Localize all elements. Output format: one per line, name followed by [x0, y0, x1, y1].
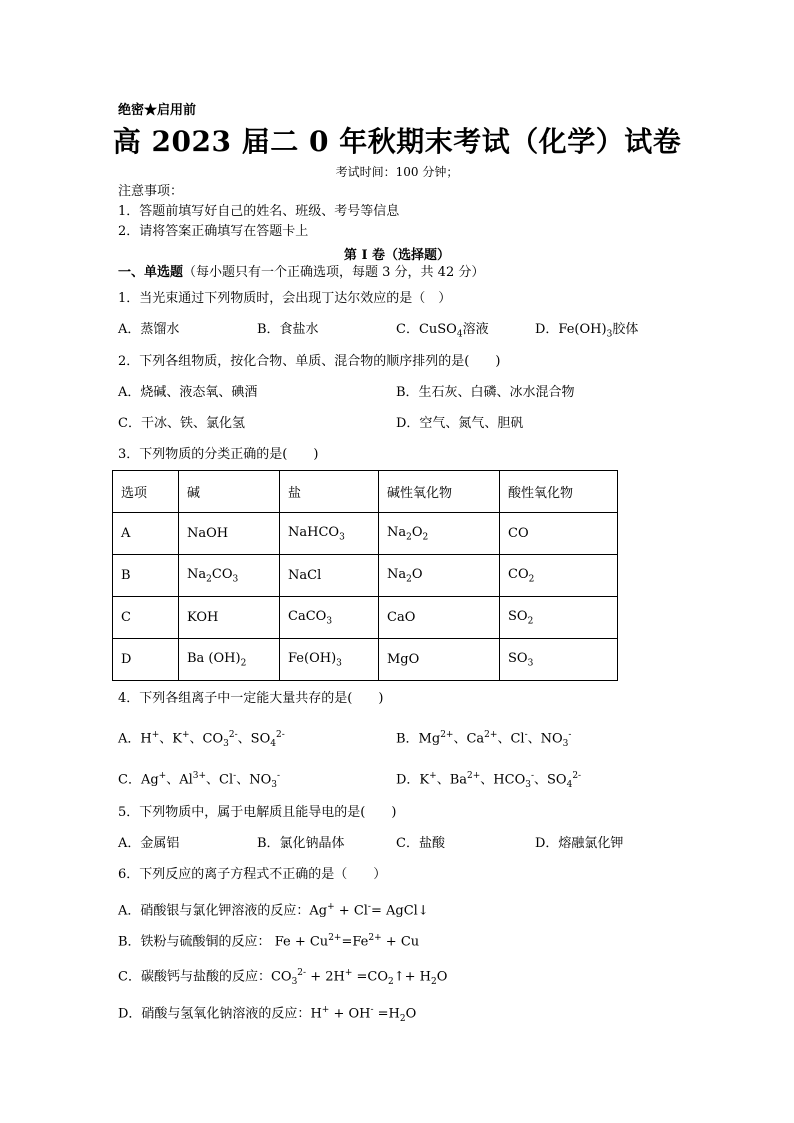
table-row [113, 513, 618, 555]
table-cell: B [113, 555, 179, 597]
table-cell: D [113, 639, 179, 681]
notice-item-2: 2．请将答案正确填写在答题卡上 [118, 224, 309, 239]
table-header-cell: 碱 [179, 471, 280, 513]
table-cell: Ba $(OH)_2$ [179, 639, 280, 681]
table-header-cell: 盐 [280, 471, 379, 513]
table-cell: $SO_3$ [500, 639, 618, 681]
q6-option-b: B．铁粉与硫酸铜的反应： $Fe + Cu^{2+}=Fe^{2+} + Cu$ [118, 933, 420, 950]
table-cell: $SO_2$ [500, 597, 618, 639]
q1-option-b: B．食盐水 [257, 322, 319, 337]
table-cell: KOH [179, 597, 280, 639]
question-4-stem: 4．下列各组离子中一定能大量共存的是( ) [118, 691, 384, 706]
q2-option-c: C．干冰、铁、氯化氢 [118, 416, 245, 431]
q5-option-c: C．盐酸 [396, 836, 445, 851]
table-cell: A [113, 513, 179, 555]
q4-option-b: B．$Mg^{2+}$、$Ca^{2+}$、Cl-、$NO_3^-$ [396, 730, 572, 749]
table-cell: MgO [379, 639, 500, 681]
table-row [113, 555, 618, 597]
section-desc: （每小题只有一个正确选项，每题 3 分，共 42 分） [183, 265, 485, 280]
notice-item-1: 1．答题前填写好自己的姓名、班级、考号等信息 [118, 204, 400, 219]
q5-option-b: B．氯化钠晶体 [257, 836, 345, 851]
table-cell: $Fe(OH)_3$ [280, 639, 379, 681]
part-title: 第 I 卷（选择题） [343, 248, 451, 263]
q2-option-a: A．烧碱、液态氧、碘酒 [118, 385, 258, 400]
table-header-cell: 碱性氧化物 [379, 471, 500, 513]
table-cell: CaCO$_3$ [280, 597, 379, 639]
question-2-stem: 2．下列各组物质，按化合物、单质、混合物的顺序排列的是( ) [118, 354, 501, 369]
notice-heading: 注意事项： [118, 184, 184, 199]
q5-option-d: D．熔融氯化钾 [535, 836, 624, 851]
q2-option-d: D．空气、氮气、胆矾 [396, 416, 524, 431]
question-5-stem: 5．下列物质中，属于电解质且能导电的是( ) [118, 805, 397, 820]
table-cell: CaO [379, 597, 500, 639]
q2-option-b: B．生石灰、白磷、冰水混合物 [396, 385, 575, 400]
q4-option-c: C．Ag+、$Al^{3+}$、Cl-、$NO_3^-$ [118, 771, 281, 790]
q1-option-a: A．蒸馏水 [118, 322, 180, 337]
page-title: 高 2023 届二 0 年秋期末考试（化学）试卷 [112, 125, 682, 158]
q6-option-d: D．硝酸与氢氧化钠溶液的反应：$H^+ + OH^- =H_2O$ [118, 1005, 417, 1024]
q6-option-c: C．碳酸钙与盐酸的反应：$CO_3^{2-} + 2H^+$ $=CO_2↑+ H_2O$ [118, 968, 448, 987]
table-cell: CO [500, 513, 618, 555]
table-cell: NaCl [280, 555, 379, 597]
table-header-row [113, 471, 618, 513]
table-cell: $Na_2CO_3$ [179, 555, 280, 597]
table-cell: $CO_2$ [500, 555, 618, 597]
exam-time: 考试时间：100 分钟； [335, 165, 459, 179]
q1-option-d: D．$Fe(OH)_3$胶体 [535, 322, 639, 340]
confidential-label: 绝密★启用前 [118, 103, 197, 118]
q1-option-c: C．CuSO$_4$溶液 [396, 322, 489, 340]
q6-option-a: A．硝酸银与氯化钾溶液的反应：Ag+ + Cl-= AgCl↓ [118, 902, 429, 919]
q4-option-d: D．K+、$Ba^{2+}$、$HCO_3^-$、$SO_4^{2-}$ [396, 771, 582, 790]
table-cell: NaOH [179, 513, 280, 555]
question-1-stem: 1．当光束通过下列物质时，会出现丁达尔效应的是（ ） [118, 291, 452, 306]
question-3-stem: 3．下列物质的分类正确的是( ) [118, 447, 319, 462]
table-row [113, 597, 618, 639]
table-header-cell: 选项 [113, 471, 179, 513]
table-cell: C [113, 597, 179, 639]
section-heading [118, 265, 484, 281]
q4-option-a: A．H+、K+、$CO_3^{2-}$、$SO_4^{2-}$ [118, 730, 285, 749]
table-header-cell: 酸性氧化物 [500, 471, 618, 513]
table-row [113, 639, 618, 681]
table-cell: $Na_2O$ [379, 555, 500, 597]
table-cell: NaHCO$_3$ [280, 513, 379, 555]
section-label: 一、单选题 [118, 265, 184, 280]
classification-table [112, 470, 618, 681]
q5-option-a: A．金属铝 [118, 836, 180, 851]
question-6-stem: 6．下列反应的离子方程式不正确的是（ ） [118, 867, 387, 882]
table-cell: $Na_2O_2$ [379, 513, 500, 555]
